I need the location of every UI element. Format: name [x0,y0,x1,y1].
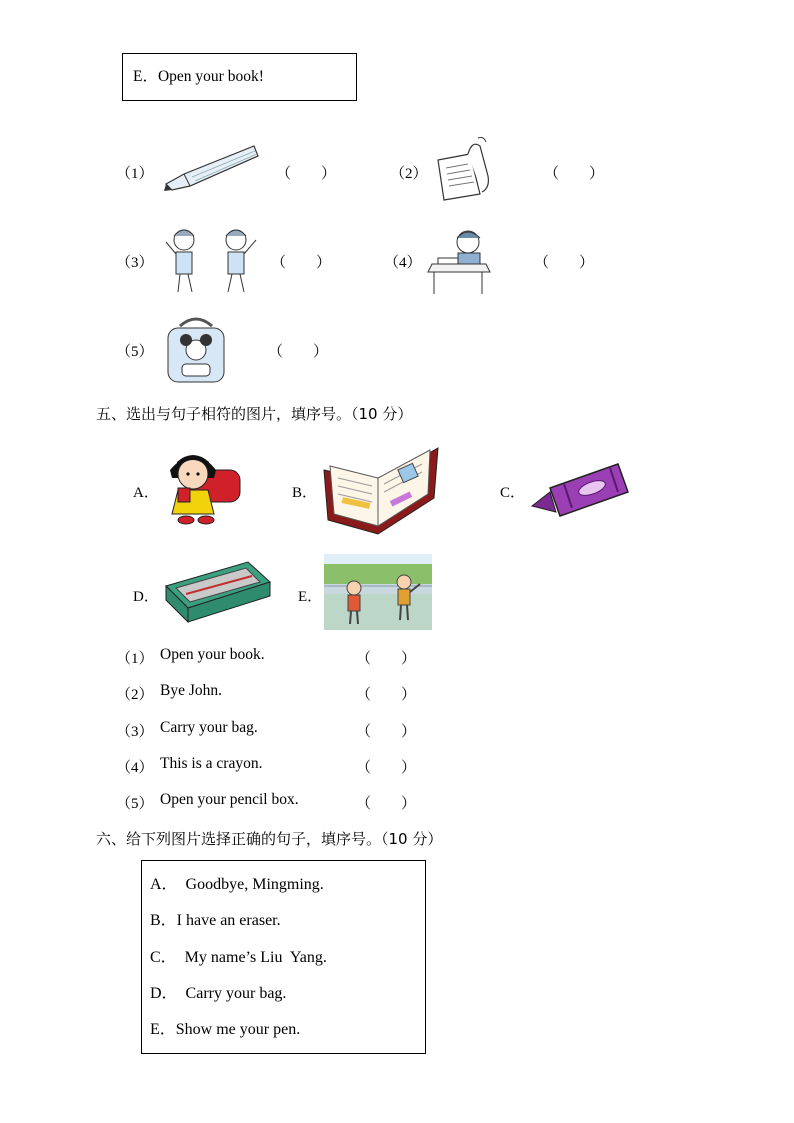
sentence-number-2: （2） [116,687,154,703]
picture-label-d: D． [133,589,159,605]
picture-label-e: E． [298,589,323,605]
sentence-paren-1[interactable]: （ ） [356,651,417,667]
sentence-number-4: （4） [116,760,154,776]
sentence-number-1: （1） [116,651,154,667]
item-number-5: （5） [116,344,154,360]
answer-paren-5[interactable]: （ ） [268,344,329,360]
option-c: C． My name’s Liu Yang. [150,949,327,966]
option-e-text: E．Open your book! [133,68,264,85]
item-number-1: （1） [116,166,154,182]
option-e: E．Show me your pen. [150,1021,301,1038]
open-book-hand-icon [432,136,500,204]
answer-paren-3[interactable]: （ ） [271,255,332,271]
item-number-2: （2） [390,166,428,182]
option-d: D． Carry your bag. [150,985,287,1002]
sentence-paren-5[interactable]: （ ） [356,796,417,812]
boy-at-desk-icon [424,222,494,298]
sentence-options-box [141,860,426,1054]
sentence-number-3: （3） [116,724,154,740]
sentence-number-5: （5） [116,796,154,812]
answer-paren-2[interactable]: （ ） [544,166,605,182]
sentence-text-4: This is a crayon. [160,755,263,772]
picture-label-a: A． [133,485,159,501]
option-a: A． Goodbye, Mingming. [150,876,324,893]
pencil-icon [162,142,262,197]
sentence-text-3: Carry your bag. [160,719,258,736]
sentence-paren-2[interactable]: （ ） [356,687,417,703]
sentence-paren-3[interactable]: （ ） [356,724,417,740]
picture-label-b: B． [292,485,318,501]
children-waving-icon [324,554,432,630]
item-number-4: （4） [384,255,422,271]
picture-label-c: C． [500,485,526,501]
crayon-icon [530,462,630,518]
pencil-box-icon [162,560,274,624]
option-b: B．I have an eraser. [150,912,281,929]
sentence-paren-4[interactable]: （ ） [356,760,417,776]
answer-paren-1[interactable]: （ ） [276,166,337,182]
section-5-heading: 五、选出与句子相符的图片，填序号。（10 分） [96,405,413,423]
section-6-heading: 六、给下列图片选择正确的句子，填序号。（10 分） [96,830,443,848]
open-book-icon [322,442,440,536]
sentence-text-1: Open your book. [160,646,265,663]
waving-girls-icon [160,222,260,298]
answer-paren-4[interactable]: （ ） [534,255,595,271]
sentence-text-2: Bye John. [160,682,222,699]
schoolbag-icon [162,316,230,384]
item-number-3: （3） [116,255,154,271]
sentence-text-5: Open your pencil box. [160,791,299,808]
girl-with-bag-icon [162,448,242,526]
answer-option-box-e [122,53,357,101]
